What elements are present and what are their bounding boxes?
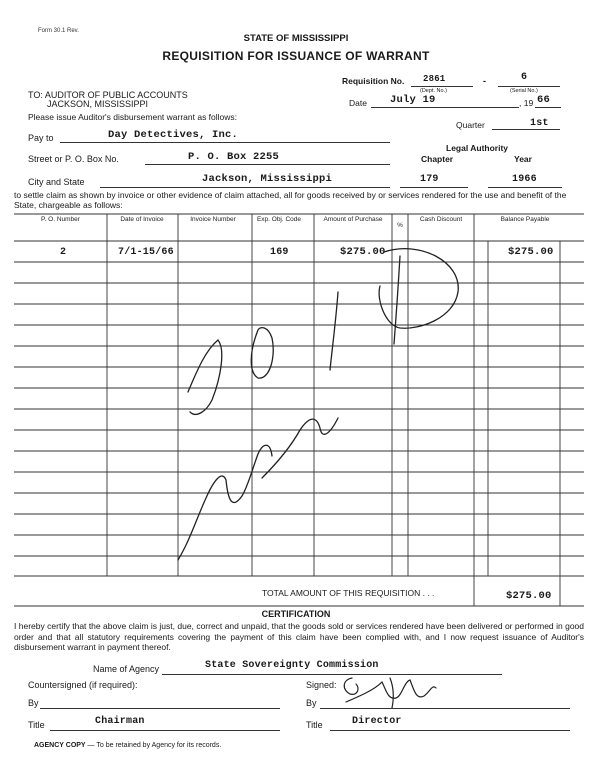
total-label: TOTAL AMOUNT OF THIS REQUISITION . . . (262, 588, 435, 598)
to-line-2: JACKSON, MISSISSIPPI (47, 99, 149, 109)
agency-label: Name of Agency (93, 664, 160, 674)
row-amount: $275.00 (340, 246, 386, 258)
title-value-right: Director (352, 716, 402, 727)
settle-claim-text: to settle claim as shown by invoice or other evidence of claim attached, all for goods received by or services rendered for the use and benefit of the State, chargeable as follows: (14, 190, 567, 210)
header-invoice-number: Invoice Number (190, 216, 236, 223)
title-label-right: Title (306, 720, 323, 730)
countersigned-label: Countersigned (if required): (28, 680, 138, 690)
legal-year-value: 1966 (512, 174, 537, 185)
by-label-right: By (306, 698, 317, 708)
to-line-1: TO: AUDITOR OF PUBLIC ACCOUNTS (28, 90, 188, 100)
agency-value: State Sovereignty Commission (205, 660, 379, 671)
row-po-number: 2 (60, 247, 67, 258)
serial-no-value: 6 (521, 72, 528, 83)
signed-label: Signed: (306, 680, 337, 690)
state-heading: STATE OF MISSISSIPPI (243, 33, 349, 44)
title-value-left: Chairman (95, 716, 145, 727)
serial-no-caption: (Serial No.) (510, 88, 538, 94)
form-number: Form 30.1 Rev. (38, 28, 79, 34)
form-title: REQUISITION FOR ISSUANCE OF WARRANT (162, 49, 430, 63)
year-prefix: , 19 (519, 98, 534, 108)
dept-no-value: 2861 (423, 74, 446, 84)
city-label: City and State (28, 177, 85, 187)
row-exp-obj-code: 169 (270, 247, 289, 258)
title-label-left: Title (28, 720, 45, 730)
pay-to-value: Day Detectives, Inc. (108, 129, 239, 141)
date-value: July 19 (390, 94, 436, 106)
requisition-label: Requisition No. (342, 76, 405, 86)
header-balance-payable: Balance Payable (500, 216, 550, 223)
agency-copy-label: AGENCY COPY (34, 742, 86, 749)
certification-text: I hereby certify that the above claim is just, due, correct and unpaid, that the goods sold or services rendered have been delivered or performed in good order and that all statutory requirements covering the payment of this claim have been complied with, and I now request issuance of Auditor's disbursement warrant in payment thereof. (14, 621, 584, 652)
header-exp-obj-code: Exp. Obj. Code (256, 216, 302, 223)
chapter-label: Chapter (421, 154, 454, 164)
legal-authority-label: Legal Authority (446, 143, 509, 153)
certification-heading: CERTIFICATION (261, 609, 331, 619)
street-value: P. O. Box 2255 (188, 151, 280, 163)
date-label: Date (349, 98, 367, 108)
year-value: 66 (537, 94, 551, 106)
total-value: $275.00 (506, 590, 552, 602)
row-date-of-invoice: 7/1-15/66 (118, 247, 174, 258)
requisition-dash: - (483, 76, 486, 86)
city-value: Jackson, Mississippi (202, 173, 333, 185)
instruction-text: Please issue Auditor's disbursement warrant as follows: (28, 112, 238, 122)
pay-to-label: Pay to (28, 133, 54, 143)
by-label-left: By (28, 698, 39, 708)
year-label: Year (514, 154, 532, 164)
header-date-of-invoice: Date of Invoice (120, 216, 164, 223)
agency-copy-footer (34, 742, 221, 749)
header-amount: Amount of Purchase (323, 216, 383, 223)
quarter-label: Quarter (456, 120, 485, 130)
header-percent: % (397, 222, 403, 229)
street-label: Street or P. O. Box No. (28, 154, 119, 164)
dept-no-caption: (Dept. No.) (420, 88, 447, 94)
quarter-value: 1st (530, 118, 549, 129)
header-cash-discount: Cash Discount (419, 216, 463, 223)
agency-copy-text: — To be retained by Agency for its records. (85, 742, 222, 749)
chapter-value: 179 (420, 174, 439, 185)
header-po-number: P. O. Number (41, 216, 80, 223)
row-balance: $275.00 (508, 246, 554, 258)
